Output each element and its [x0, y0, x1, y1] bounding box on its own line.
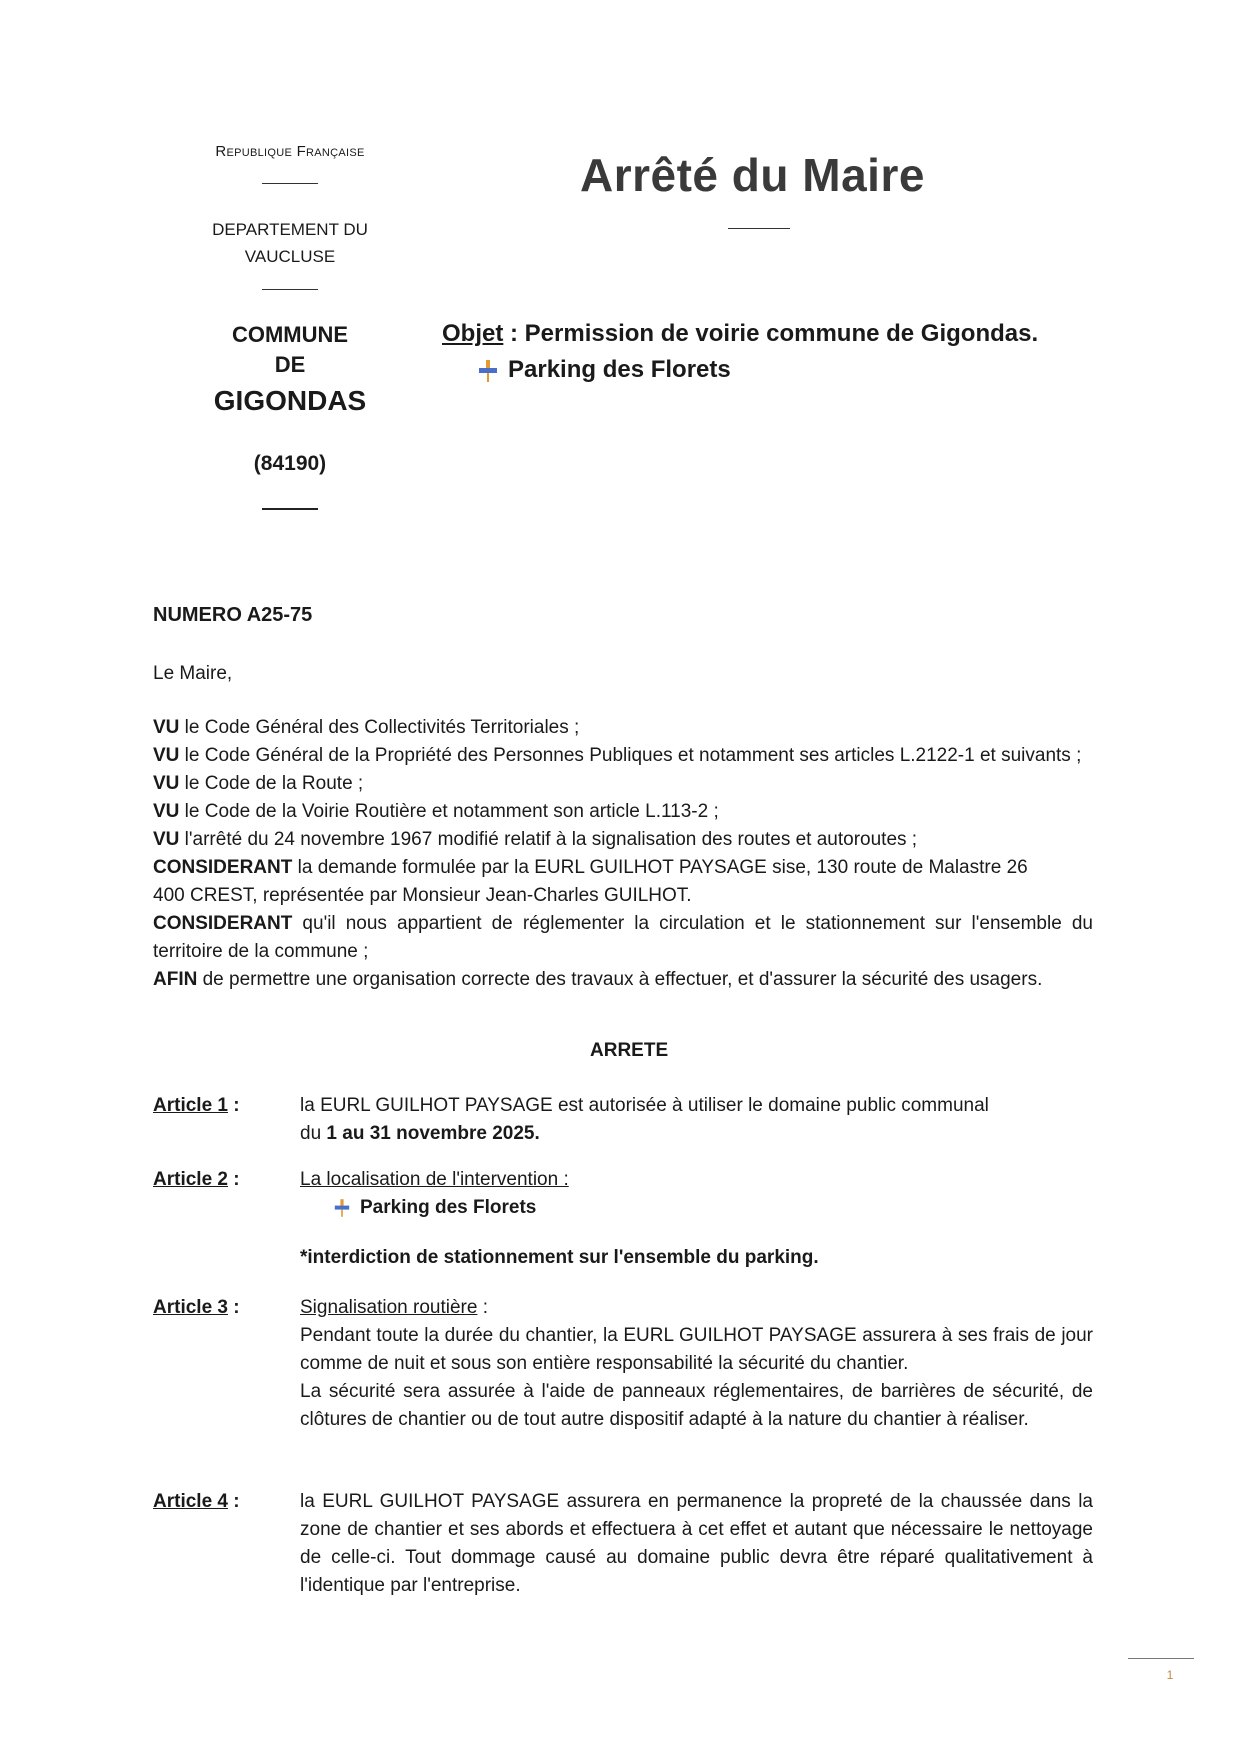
- republique-label: Republique Française: [215, 143, 365, 160]
- considerant-item: VU le Code Général des Collectivités Territoriales ;: [153, 717, 580, 738]
- page-number: 1: [1166, 1668, 1174, 1682]
- article-1-body: la EURL GUILHOT PAYSAGE est autorisée à utiliser le domaine public communal du 1 au 31 novembre 2025.: [300, 1095, 989, 1144]
- considerant-item: VU le Code Général de la Propriété des Personnes Publiques et notamment ses articles L.2122-1 et suivants ;: [153, 745, 1082, 766]
- considerant-item: VU le Code de la Voirie Routière et notamment son article L.113-2 ;: [153, 801, 719, 822]
- commune-name: GIGONDAS: [213, 385, 367, 416]
- article-4-body: la EURL GUILHOT PAYSAGE assurera en permanence la propreté de la chaussée dans la zone de chantier et ses abords et effectuera à cet effet et autant que nécessaire le nettoyage de celle-ci. Tout dommage causé au domaine public devra être réparé qualitativement à l'identique par l'entreprise.: [300, 1491, 1093, 1596]
- divider: [262, 183, 318, 184]
- article-4-label: Article 4 :: [153, 1491, 240, 1512]
- article-2-item: Parking des Florets: [360, 1197, 537, 1218]
- footer-divider: [1128, 1658, 1194, 1659]
- article-2-heading: La localisation de l'intervention :: [300, 1169, 569, 1190]
- article-2-body: [300, 1166, 1093, 1272]
- postal-code: (84190): [253, 452, 327, 475]
- article-2-note: *interdiction de stationnement sur l'ensemble du parking.: [300, 1247, 819, 1268]
- objet-text: Permission de voirie commune de Gigondas.: [524, 320, 1039, 347]
- considerant-item: VU le Code de la Route ;: [153, 773, 364, 794]
- commune-line1: COMMUNE: [231, 322, 349, 347]
- salutation: Le Maire,: [153, 663, 233, 684]
- divider: [262, 508, 318, 510]
- considerant-item: AFIN de permettre une organisation correcte des travaux à effectuer, et d'assurer la sécurité des usagers.: [153, 969, 1043, 990]
- arrete-heading: ARRETE: [590, 1040, 669, 1061]
- article-3-body: Signalisation routière : Pendant toute la durée du chantier, la EURL GUILHOT PAYSAGE assurera à ses frais de jour comme de nuit et sous son entière responsabilité la sécurité du chantier. La sécurité sera assurée à l'aide de panneaux réglementaires, de barrières de sécurité, de clôtures de chantier ou de tout autre dispositif adapté à la nature du chantier à réaliser.: [300, 1297, 1093, 1430]
- article-1-label: Article 1 :: [153, 1095, 240, 1116]
- commune-line2: DE: [274, 352, 306, 377]
- considerant-item: VU l'arrêté du 24 novembre 1967 modifié relatif à la signalisation des routes et autoroutes ;: [153, 829, 918, 850]
- objet-item-label: Parking des Florets: [508, 356, 731, 383]
- divider: [262, 289, 318, 290]
- page-title: Arrêté du Maire: [580, 149, 925, 201]
- title-divider: [728, 228, 790, 229]
- article-2-label: Article 2 :: [153, 1169, 240, 1190]
- article-3-label: Article 3 :: [153, 1297, 240, 1318]
- considerant-item: CONSIDERANT la demande formulée par la EURL GUILHOT PAYSAGE sise, 130 route de Malastre 26 400 CREST, représentée par Monsieur Jean-Charles GUILHOT.: [153, 857, 1028, 906]
- pushpin-icon: [334, 1199, 350, 1217]
- objet-item: [478, 356, 731, 384]
- commune-label: [190, 320, 390, 380]
- decree-number: NUMERO A25-75: [153, 604, 313, 626]
- considerants-list: [153, 714, 1093, 994]
- objet-separator: :: [503, 320, 525, 347]
- objet-line: [442, 320, 1038, 348]
- objet-label: Objet: [442, 320, 504, 347]
- pushpin-icon: [478, 360, 498, 382]
- considerant-item: CONSIDERANT qu'il nous appartient de réglementer la circulation et le stationnement sur l'ensemble du territoire de la commune ;: [153, 913, 1093, 962]
- departement-label: DEPARTEMENT DU VAUCLUSE: [212, 220, 368, 266]
